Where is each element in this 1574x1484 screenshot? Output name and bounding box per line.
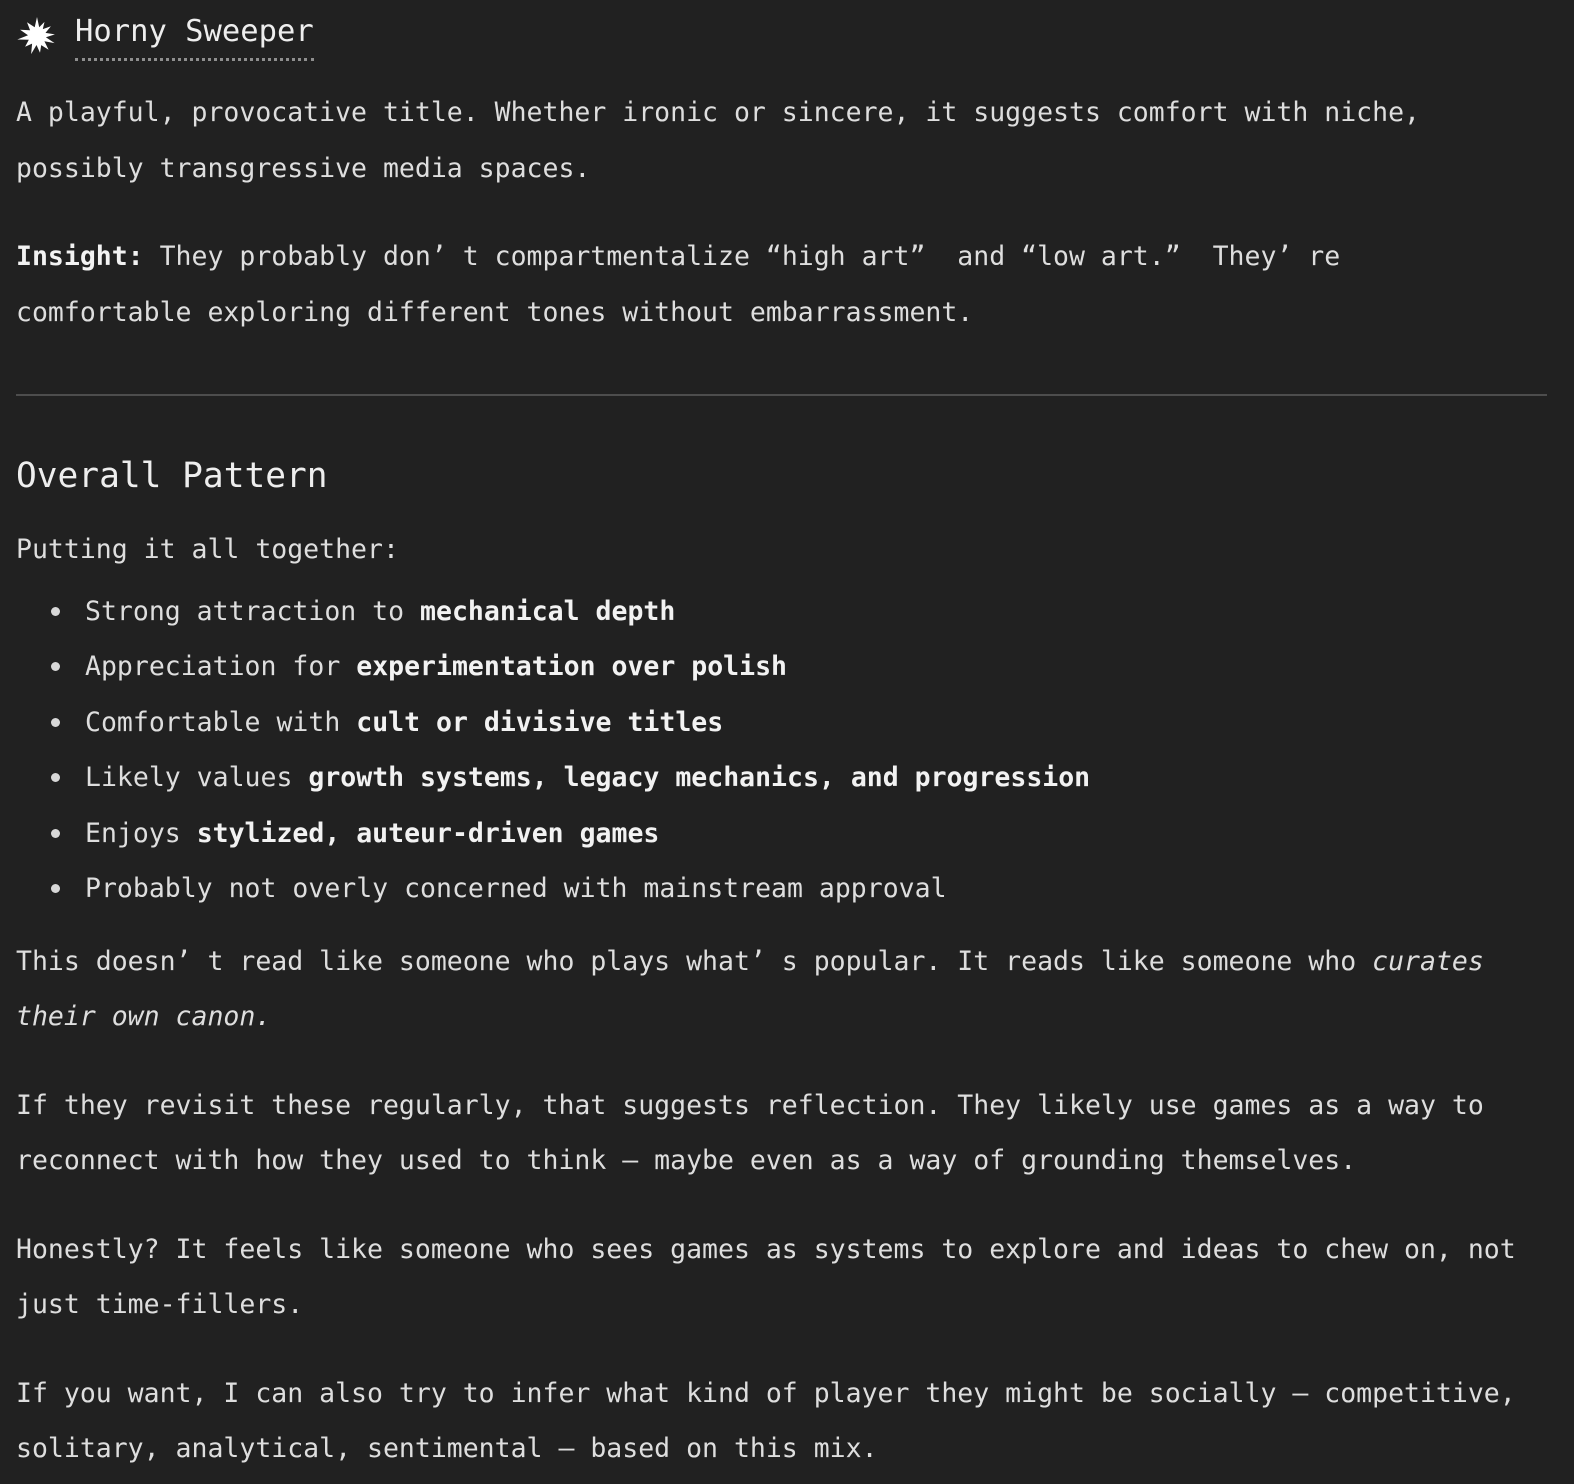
burst-icon bbox=[16, 14, 58, 58]
list-item-stylized-games: Enjoys stylized, auteur-driven games bbox=[16, 806, 1547, 862]
paragraph-honestly: Honestly? It feels like someone who sees games as systems to explore and ideas to chew on, not just time-fillers. bbox=[16, 1233, 1516, 1320]
paragraph-curates-canon: This doesn’ t read like someone who plays what’ s popular. It reads like someone who curates their own canon. bbox=[16, 945, 1484, 1032]
list-item-mainstream-approval: Probably not overly concerned with mainstream approval bbox=[16, 861, 1547, 917]
paragraph-putting-together: Putting it all together: bbox=[16, 534, 399, 565]
paragraph-social-offer: If you want, I can also try to infer what kind of player they might be socially — competitive, solitary, analytical, sentimental — based on this mix. bbox=[16, 1377, 1516, 1464]
list-item-experimentation: Appreciation for experimentation over polish bbox=[16, 639, 1547, 695]
paragraph-insight: Insight: They probably don’ t compartmentalize “high art” and “low art.” They’ re comfortable exploring different tones without embarrassment. bbox=[16, 241, 1341, 328]
list-item-mechanical-depth: Strong attraction to mechanical depth bbox=[16, 584, 1547, 640]
paragraph-title-analysis: A playful, provocative title. Whether ironic or sincere, it suggests comfort with niche, possibly transgressive media spaces. bbox=[16, 97, 1420, 184]
game-title-link[interactable]: Horny Sweeper bbox=[75, 10, 314, 61]
section-divider bbox=[16, 394, 1547, 396]
overall-pattern-heading: Overall Pattern bbox=[16, 456, 328, 496]
pattern-list bbox=[16, 584, 1547, 917]
game-title-heading bbox=[16, 10, 1547, 61]
list-item-cult-titles: Comfortable with cult or divisive titles bbox=[16, 695, 1547, 751]
list-item-growth-systems: Likely values growth systems, legacy mechanics, and progression bbox=[16, 750, 1547, 806]
paragraph-revisit-reflection: If they revisit these regularly, that suggests reflection. They likely use games as a way to reconnect with how they used to think — maybe even as a way of grounding themselves. bbox=[16, 1089, 1484, 1176]
